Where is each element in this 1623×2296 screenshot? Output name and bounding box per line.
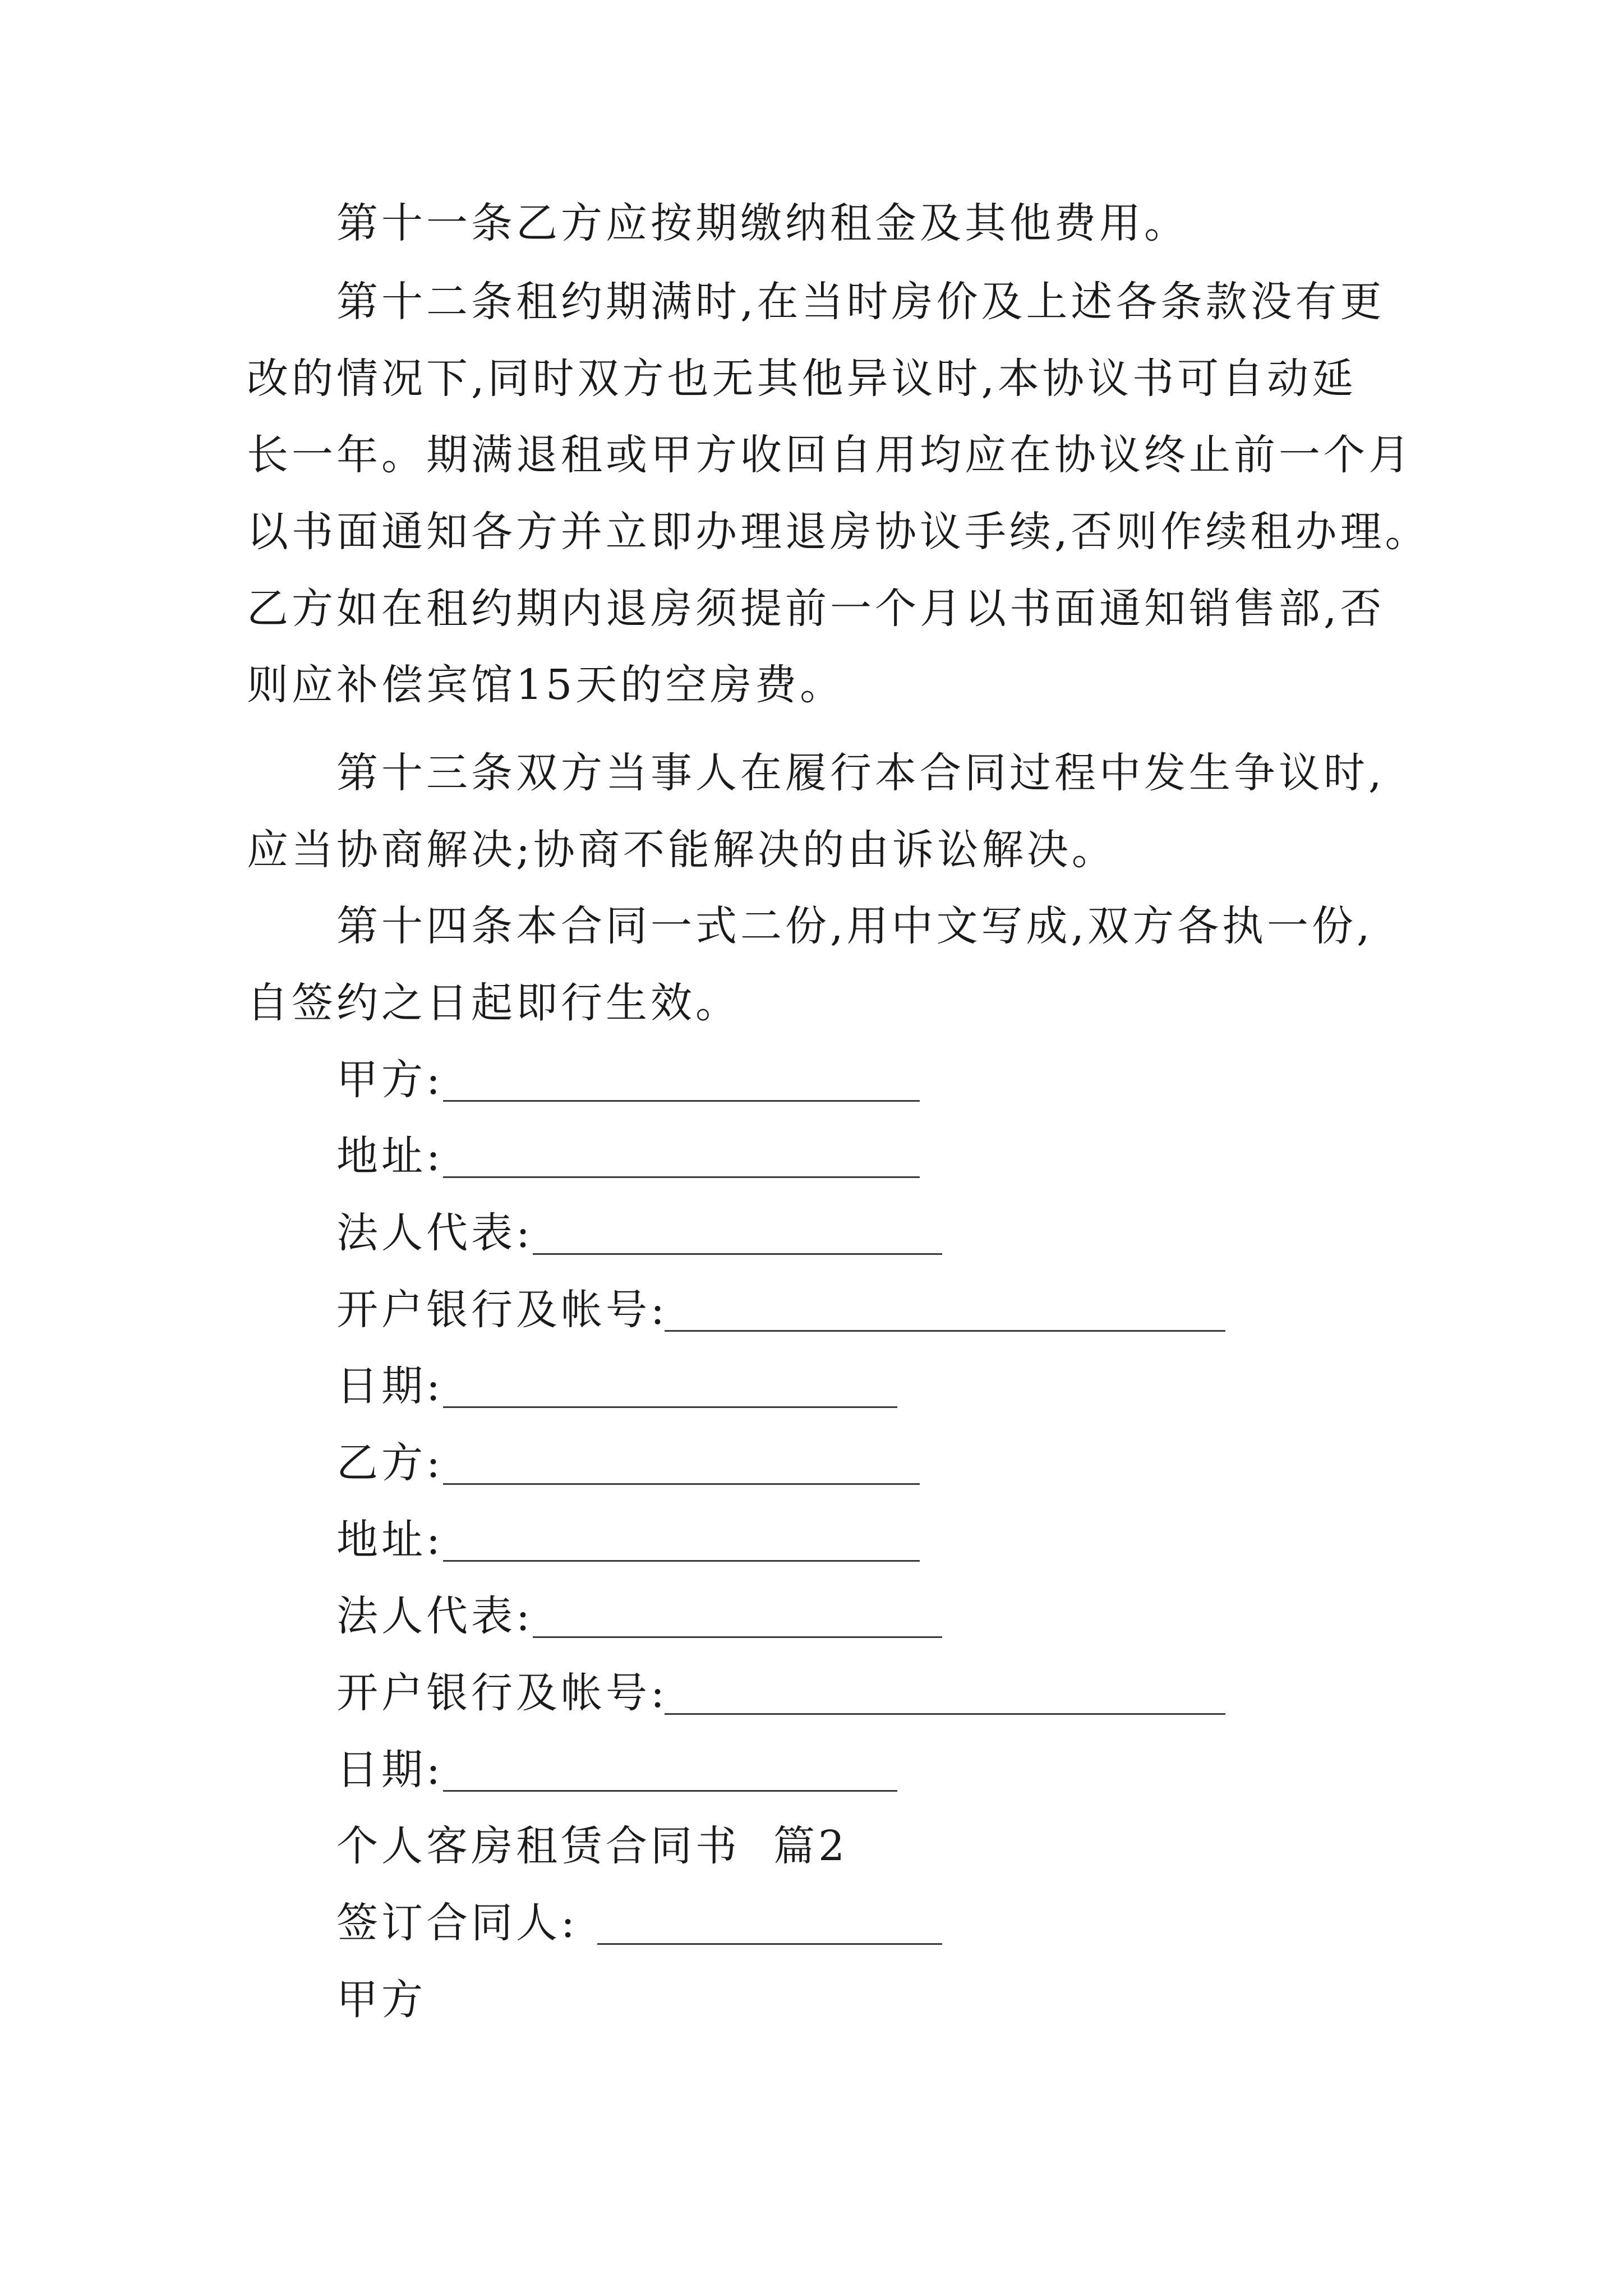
paragraph-line: 第十三条双方当事人在履行本合同过程中发生争议时,: [336, 749, 1385, 797]
party-b-legal-rep-blank: [533, 1636, 942, 1638]
party-b-bank-blank: [665, 1713, 1225, 1715]
party-b-name-label: 乙方:: [336, 1439, 444, 1487]
final-party-row: [0, 1973, 1623, 2027]
party-a-bank-blank: [665, 1330, 1225, 1332]
party-b-bank-row: [0, 1666, 1623, 1720]
paragraph-line: 则应补偿宾馆15天的空房费。: [247, 661, 845, 709]
signatory-label: 签订合同人:: [336, 1899, 578, 1947]
party-b-address-label: 地址:: [336, 1516, 444, 1564]
article-12-line-3: [0, 428, 1623, 482]
paragraph-line: 应当协商解决;协商不能解决的由诉讼解决。: [247, 826, 1117, 874]
party-b-date-label: 日期:: [336, 1746, 444, 1794]
paragraph-line: 自签约之日起即行生效。: [247, 979, 740, 1027]
party-a-date-label: 日期:: [336, 1362, 444, 1410]
party-b-address-row: [0, 1513, 1623, 1567]
paragraph-line: 第十二条租约期满时,在当时房价及上述各条款没有更: [336, 278, 1385, 326]
article-14-line-1: [0, 899, 1623, 953]
party-a-name-blank: [443, 1100, 920, 1102]
article-11-line-1: 第十一条乙方应按期缴纳租金及其他费用。: [336, 199, 1189, 247]
section-title: 个人客房租赁合同书 篇2: [336, 1822, 849, 1870]
signatory-row: [0, 1896, 1623, 1950]
article-12-line-1: [0, 275, 1623, 329]
party-b-legal-rep-row: [0, 1589, 1623, 1643]
paragraph-line: 以书面通知各方并立即办理退房协议手续,否则作续租办理。: [247, 508, 1430, 556]
paragraph-line: 改的情况下,同时双方也无其他异议时,本协议书可自动延: [247, 355, 1357, 403]
party-b-date-row: [0, 1743, 1623, 1797]
article-12-line-6: [0, 658, 1623, 712]
section-title-row: [0, 1819, 1623, 1873]
party-b-name-blank: [443, 1483, 920, 1485]
party-a-legal-rep-label: 法人代表:: [336, 1209, 533, 1257]
party-a-legal-rep-blank: [533, 1253, 942, 1255]
article-11: [0, 196, 1623, 250]
party-a-date-row: [0, 1359, 1623, 1413]
article-12-line-4: [0, 505, 1623, 559]
party-a-bank-label: 开户银行及帐号:: [336, 1286, 668, 1334]
paragraph-line: 长一年。期满退租或甲方收回自用均应在协议终止前一个月: [247, 431, 1413, 479]
article-12-line-5: [0, 582, 1623, 636]
paragraph-line: 第十四条本合同一式二份,用中文写成,双方各执一份,: [336, 902, 1373, 950]
article-13-line-2: [0, 823, 1623, 877]
article-13-line-1: [0, 746, 1623, 800]
party-a-legal-rep-row: [0, 1206, 1623, 1260]
party-a-address-blank: [443, 1176, 920, 1178]
final-party-label: 甲方: [336, 1976, 426, 2024]
party-b-date-blank: [443, 1790, 897, 1792]
party-a-name-label: 甲方:: [336, 1056, 444, 1104]
party-a-address-label: 地址:: [336, 1132, 444, 1180]
party-b-name-row: [0, 1436, 1623, 1490]
party-b-address-blank: [443, 1560, 920, 1562]
party-b-bank-label: 开户银行及帐号:: [336, 1669, 668, 1717]
paragraph-line: 乙方如在租约期内退房须提前一个月以书面通知销售部,否: [247, 585, 1385, 633]
article-12-line-2: [0, 352, 1623, 406]
party-a-bank-row: [0, 1283, 1623, 1337]
party-a-date-blank: [443, 1406, 897, 1408]
party-a-address-row: [0, 1129, 1623, 1183]
article-14-line-2: [0, 976, 1623, 1030]
party-a-name-row: [0, 1053, 1623, 1107]
party-b-legal-rep-label: 法人代表:: [336, 1592, 533, 1640]
signatory-blank: [597, 1943, 942, 1945]
